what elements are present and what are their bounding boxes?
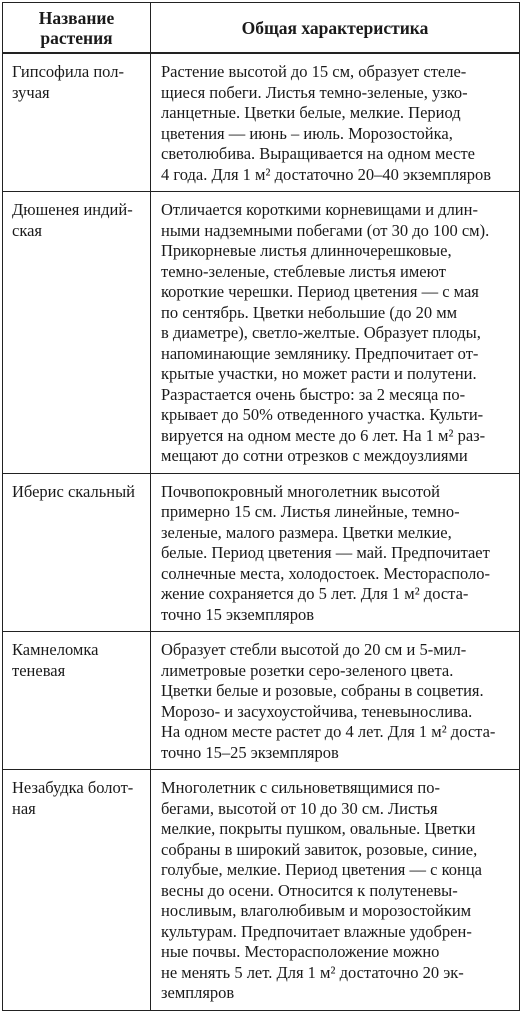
plants-table	[2, 2, 520, 1011]
plant-description-line: короткие черешки. Период цветения — с мая	[161, 282, 479, 301]
plant-description-line: Образует стебли высотой до 20 см и 5-мил-	[161, 640, 467, 659]
plant-description-line: в диаметре), светло-желтые. Образует плоды,	[161, 323, 481, 342]
plant-description-line: носливым, влаголюбивым и морозостойким	[161, 901, 472, 920]
plant-description-line: ными надземными побегами (от 30 до 100 см).	[161, 220, 490, 240]
table-row	[3, 473, 520, 632]
table-body	[3, 53, 520, 1010]
header-description	[151, 3, 520, 54]
plant-name-cell	[3, 632, 151, 770]
plant-description-line: солнечные места, холодостоек. Месторасполо-	[161, 563, 491, 583]
plant-description-line: мещают до сотни отрезков с междоузлиями	[161, 446, 468, 465]
plant-description-line: культурам. Предпочитает влажные удобрен-	[161, 921, 472, 941]
header-plant-name-line: Название	[38, 8, 115, 28]
plant-name-cell	[3, 770, 151, 1011]
plant-description-line: жение сохраняется до 5 лет. Для 1 м² доста-	[161, 584, 469, 603]
plant-description-line: Прикорневые листья длинночерешковые,	[161, 241, 452, 260]
plant-description-line: щиеся побеги. Листья темно-зеленые, узко-	[161, 82, 468, 102]
plant-name-line: теневая	[12, 660, 66, 680]
plant-name-cell	[3, 192, 151, 474]
plant-name-line: Незабудка болот-	[12, 778, 134, 797]
plant-description-line: лиметровые розетки серо-зеленого цвета.	[161, 660, 454, 680]
plant-description-line: ланцетные. Цветки белые, мелкие. Период	[161, 103, 461, 122]
plant-description-line: Многолетник с сильноветвящимися по-	[161, 778, 440, 797]
plant-description-cell	[151, 53, 520, 192]
plant-name-line: Гипсофила пол-	[12, 62, 124, 81]
plant-description-cell	[151, 770, 520, 1011]
plant-description-line: напоминающие землянику. Предпочитает от-	[161, 343, 479, 363]
plant-description-line: белые. Период цветения — май. Предпочитает	[161, 543, 490, 562]
plant-description-line: ные почвы. Месторасположение можно	[161, 942, 440, 961]
plant-description-line: 4 года. Для 1 м² достаточно 20–40 экземпляров	[161, 164, 492, 184]
plant-description-line: Растение высотой до 15 см, образует стеле-	[161, 62, 467, 81]
table-row	[3, 53, 520, 192]
plant-description-line: Почвопокровный многолетник высотой	[161, 481, 441, 501]
header-plant-name	[3, 3, 151, 54]
plant-name-cell	[3, 473, 151, 632]
plant-description-line: Морозо- и засухоустойчива, теневыносливa.	[161, 701, 473, 721]
plant-description-line: точно 15 экземпляров	[161, 604, 315, 624]
plant-description-line: темно-зеленые, стеблевые листья имеют	[161, 261, 446, 281]
plant-description-line: весны до осени. Относится к полутеневы-	[161, 880, 458, 900]
table-row	[3, 770, 520, 1011]
plant-description-line: примерно 15 см. Листья линейные, темно-	[161, 502, 460, 521]
plant-description-line: голубые, мелкие. Период цветения — с конца	[161, 860, 482, 879]
plant-description-line: не менять 5 лет. Для 1 м² достаточно 20 эк-	[161, 962, 464, 982]
table-row	[3, 632, 520, 770]
plant-description-line: крытые участки, но может расти и полутени.	[161, 364, 477, 383]
plant-name-line: ская	[12, 220, 43, 240]
plant-description-line: зеленые, малого размера. Цветки мелкие,	[161, 522, 452, 542]
plant-name-cell	[3, 53, 151, 192]
plant-name-line: Иберис скальный	[12, 481, 136, 501]
plant-name-line: зучая	[12, 82, 50, 102]
plant-name-line: Камнеломка	[12, 640, 99, 659]
plant-description-line: цветения — июнь – июль. Морозостойка,	[161, 123, 453, 143]
plant-description-line: Разрастается очень быстро: за 2 месяца по-	[161, 384, 466, 404]
plant-name-line: ная	[12, 798, 36, 818]
table-header-row	[3, 3, 520, 54]
plant-description-cell	[151, 473, 520, 632]
plant-name-line: Дюшенея индий-	[12, 200, 133, 219]
plant-description-line: Цветки белые и розовые, собраны в соцветия.	[161, 681, 484, 700]
plant-description-line: мелкие, покрыты пушком, овальные. Цветки	[161, 819, 476, 838]
plant-description-line: земпляров	[161, 983, 235, 1002]
plant-description-line: крывает до 50% отведенного участка. Культи-	[161, 405, 484, 424]
plant-description-line: На одном месте растет до 4 лет. Для 1 м² доста-	[161, 722, 496, 741]
plant-description-cell	[151, 192, 520, 474]
plant-description-line: по сентябрь. Цветки небольшие (до 20 мм	[161, 302, 458, 322]
plant-description-line: точно 15–25 экземпляров	[161, 742, 339, 762]
plant-description-line: собраны в широкий завиток, розовые, синие,	[161, 839, 478, 859]
plant-description-line: светолюбива. Выращивается на одном месте	[161, 144, 475, 163]
header-description-line: Общая характеристика	[241, 18, 429, 38]
plant-description-line: бегами, высотой от 10 до 30 см. Листья	[161, 798, 438, 818]
plant-description-line: Отличается короткими корневищами и длин-	[161, 200, 478, 219]
plant-description-cell	[151, 632, 520, 770]
table-row	[3, 192, 520, 474]
header-plant-name-line: растения	[40, 28, 113, 48]
plant-description-line: вируется на одном месте до 6 лет. На 1 м² раз-	[161, 425, 486, 445]
